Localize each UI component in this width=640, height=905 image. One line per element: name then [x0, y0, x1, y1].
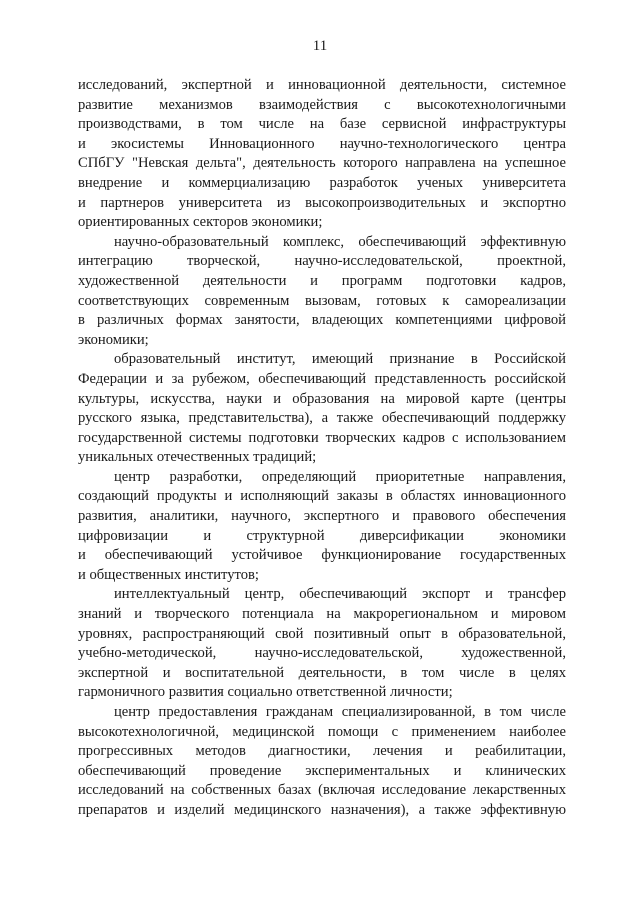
text-line: центр разработки, определяющий приоритетные направления, [114, 468, 566, 485]
text-line: СПбГУ "Невская дельта", деятельность которого направлена на успешное [78, 155, 566, 172]
text-line: уникальных отечественных традиций; [78, 449, 317, 466]
text-line: высокотехнологичной, медицинской помощи с применением наиболее [78, 723, 566, 740]
text-line: экспертной и воспитательной деятельности, в том числе в целях [78, 664, 566, 681]
text-line: и экосистемы Инновационного научно-технологического центра [78, 135, 566, 152]
text-line: ориентированных секторов экономики; [78, 214, 323, 231]
text-line: производствами, в том числе на базе сервисной инфраструктуры [78, 116, 566, 133]
text-line: интеграцию творческой, научно-исследовательской, проектной, [78, 253, 566, 270]
text-line: русского языка, представительства), а также обеспечивающий поддержку [78, 410, 566, 427]
text-line: и партнеров университета из высокопроизводительных и экспортно [78, 194, 566, 211]
text-line: образовательный институт, имеющий признание в Российской [114, 351, 566, 368]
text-line: препаратов и изделий медицинского назначения), а также эффективную [78, 801, 566, 818]
text-line: развитие механизмов взаимодействия с высокотехнологичными [78, 96, 566, 113]
text-line: учебно-методической, научно-исследовательской, художественной, [78, 645, 566, 662]
text-line: и обеспечивающий устойчивое функционирование государственных [78, 547, 566, 564]
text-line: исследований, экспертной и инновационной деятельности, системное [78, 77, 566, 93]
text-line: прогрессивных методов диагностики, лечения и реабилитации, [78, 743, 566, 760]
text-line: уровнях, распространяющий свой позитивный опыт в образовательной, [78, 625, 566, 642]
page-number: 11 [312, 38, 328, 54]
text-line: Федерации и за рубежом, обеспечивающий представленность российской [78, 370, 566, 387]
text-line: исследований на собственных базах (включая исследование лекарственных [78, 782, 566, 799]
text-line: знаний и творческого потенциала на макрорегиональном и мировом [78, 606, 566, 623]
text-line: гармоничного развития социально ответственной личности; [78, 684, 453, 701]
text-line: центр предоставления гражданам специализированной, в том числе [114, 704, 566, 720]
text-line: создающий продукты и исполняющий заказы в областях инновационного [78, 488, 566, 505]
text-line: экономики; [78, 331, 149, 348]
text-line: культуры, искусства, науки и образования на мировой карте (центры [78, 390, 566, 407]
text-line: и общественных институтов; [78, 566, 259, 583]
text-line: государственной системы подготовки творческих кадров с использованием [78, 429, 566, 446]
text-line: цифровизации и структурной диверсификации экономики [78, 527, 566, 544]
text-line: обеспечивающий проведение экспериментальных и клинических [78, 762, 566, 779]
text-line: научно-образовательный комплекс, обеспечивающий эффективную [114, 233, 566, 250]
text-line: в различных формах занятости, владеющих компетенциями цифровой [78, 312, 566, 329]
document-body [78, 76, 566, 821]
text-line: интеллектуальный центр, обеспечивающий экспорт и трансфер [114, 586, 566, 603]
text-line: внедрение и коммерциализацию разработок ученых университета [78, 174, 566, 191]
text-line: художественной деятельности и программ подготовки кадров, [78, 272, 566, 289]
text-line: соответствующих современным вызовам, готовых к самореализации [78, 292, 566, 309]
text-line: развития, аналитики, научного, экспертного и правового обеспечения [78, 508, 566, 525]
